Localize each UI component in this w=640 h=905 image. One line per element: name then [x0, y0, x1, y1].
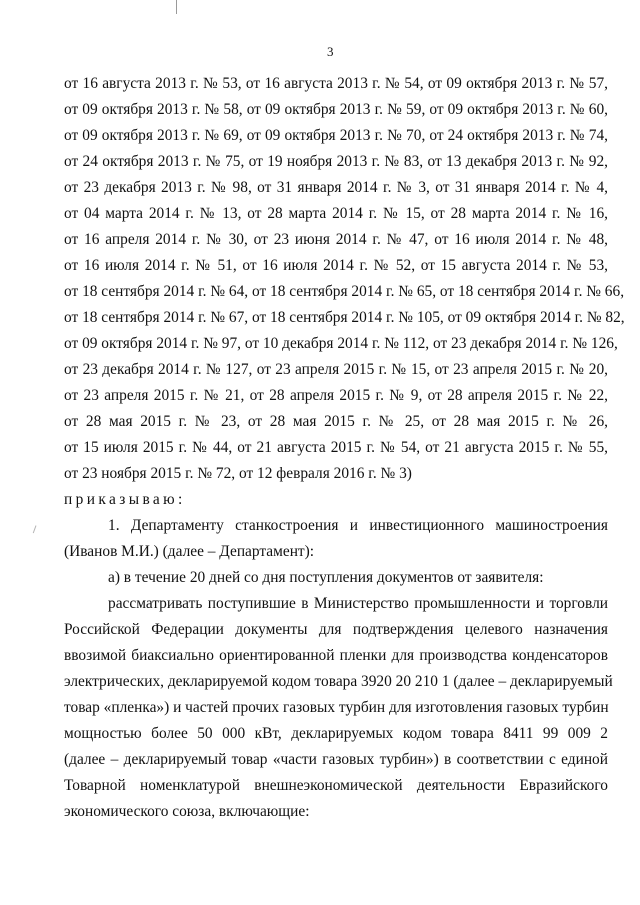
text-line: от 16 августа 2013 г. № 53, от 16 августа 2013 г. № 54, от 09 октября 2013 г. № 57, [64, 75, 608, 92]
text-line: мощностью более 50 000 кВт, декларируемых кодом товара 8411 99 009 2 [64, 725, 608, 742]
text-line: Товарной номенклатурой внешнеэкономической деятельности Евразийского [64, 777, 608, 794]
text-line: от 23 декабря 2013 г. № 98, от 31 января 2014 г. № 3, от 31 января 2014 г. № 4, [64, 179, 608, 196]
text-line: от 28 мая 2015 г. № 23, от 28 мая 2015 г. № 25, от 28 мая 2015 г. № 26, [64, 413, 608, 430]
page-number: 3 [327, 44, 334, 59]
text-line: от 16 июля 2014 г. № 51, от 16 июля 2014 г. № 52, от 15 августа 2014 г. № 53, [64, 257, 608, 274]
order-item-1-continuation: (Иванов М.И.) (далее – Департамент): [64, 543, 315, 560]
text-line: от 18 сентября 2014 г. № 64, от 18 сентября 2014 г. № 65, от 18 сентября 2014 г. № 66, [64, 283, 625, 300]
text-line: от 04 марта 2014 г. № 13, от 28 марта 2014 г. № 15, от 28 марта 2014 г. № 16, [64, 205, 608, 222]
text-line: электрических, декларируемой кодом товара 3920 20 210 1 (далее – декларируемый [64, 673, 613, 690]
order-word: приказываю: [64, 491, 186, 508]
text-line: от 23 ноября 2015 г. № 72, от 12 февраля 2016 г. № 3) [64, 465, 412, 482]
text-line: экономического союза, включающие: [64, 803, 310, 820]
text-line: от 23 декабря 2014 г. № 127, от 23 апреля 2015 г. № 15, от 23 апреля 2015 г. № 20, [64, 361, 608, 378]
text-line: Российской Федерации документы для подтверждения целевого назначения [64, 621, 608, 638]
scan-artifact-line [176, 0, 177, 14]
text-line: от 23 апреля 2015 г. № 21, от 28 апреля 2015 г. № 9, от 28 апреля 2015 г. № 22, [64, 387, 608, 404]
text-line: от 18 сентября 2014 г. № 67, от 18 сентября 2014 г. № 105, от 09 октября 2014 г. № 82, [64, 309, 625, 326]
text-line: рассматривать поступившие в Министерство промышленности и торговли [108, 595, 608, 612]
scan-artifact-tick [33, 525, 40, 534]
text-line: от 09 октября 2013 г. № 58, от 09 октября 2013 г. № 59, от 09 октября 2013 г. № 60, [64, 101, 608, 118]
text-line: товар «пленка») и частей прочих газовых турбин для изготовления газовых турбин [64, 699, 609, 716]
text-line: от 09 октября 2014 г. № 97, от 10 декабря 2014 г. № 112, от 23 декабря 2014 г. № 126, [64, 335, 618, 352]
order-subitem-a: а) в течение 20 дней со дня поступления документов от заявителя: [108, 569, 544, 586]
text-line: (далее – декларируемый товар «части газовых турбин») в соответствии с единой [64, 751, 608, 768]
order-item-1: 1. Департаменту станкостроения и инвестиционного машиностроения [108, 517, 608, 534]
text-line: ввозимой биаксиально ориентированной пленки для производства конденсаторов [64, 647, 608, 664]
text-line: от 24 октября 2013 г. № 75, от 19 ноября 2013 г. № 83, от 13 декабря 2013 г. № 92, [64, 153, 608, 170]
text-line: от 15 июля 2015 г. № 44, от 21 августа 2015 г. № 54, от 21 августа 2015 г. № 55, [64, 439, 608, 456]
text-line: от 09 октября 2013 г. № 69, от 09 октября 2013 г. № 70, от 24 октября 2013 г. № 74, [64, 127, 608, 144]
text-line: от 16 апреля 2014 г. № 30, от 23 июня 2014 г. № 47, от 16 июля 2014 г. № 48, [64, 231, 608, 248]
